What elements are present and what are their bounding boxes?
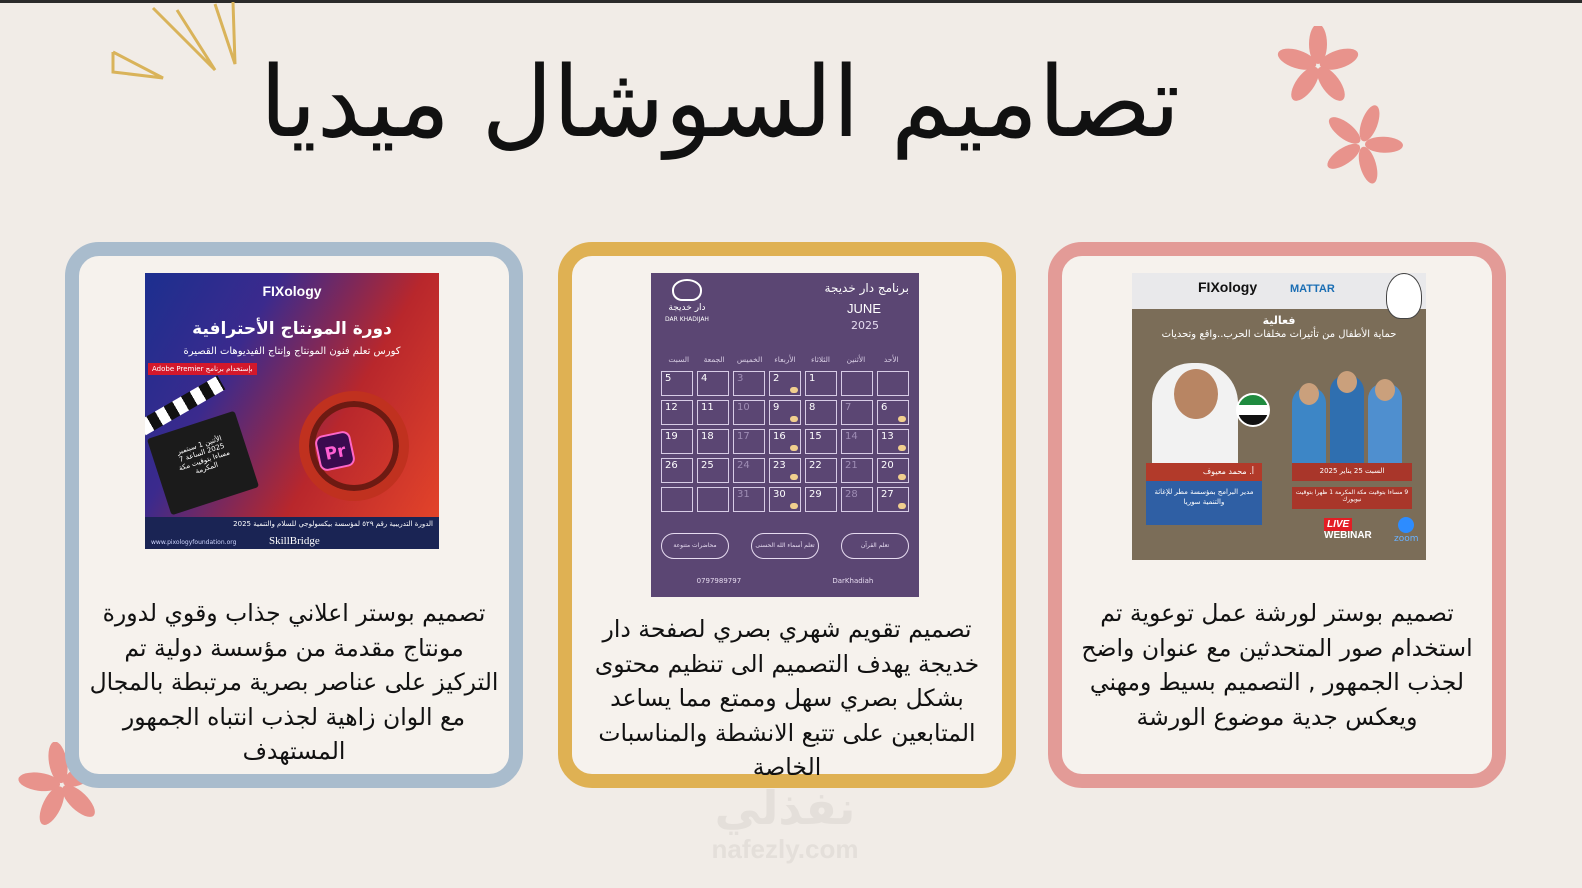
event-marker-icon <box>898 503 906 509</box>
zoom-icon <box>1394 517 1419 544</box>
poster-footer-brand: SkillBridge <box>269 535 320 547</box>
portfolio-card-montage[interactable] <box>65 242 523 788</box>
speaker-role: مدير البرامج بمؤسسة مطر للإغاثة والتنمية سوريا <box>1146 481 1262 525</box>
calendar-day-cell: 25 <box>697 458 729 483</box>
calendar-day-cell: 29 <box>805 487 837 512</box>
page-title: تصاميم السوشال ميديا <box>259 46 1181 160</box>
weekday: الأحد <box>883 355 899 364</box>
live-webinar-badge <box>1324 519 1372 541</box>
live-label: LIVE <box>1324 518 1352 531</box>
poster-footer <box>145 517 439 549</box>
weekday: الأربعاء <box>774 355 796 364</box>
calendar-day-cell: 23 <box>769 458 801 483</box>
poster-subheading: حماية الأطفال من تأثيرات مخلفات الحرب..واقع وتحديات <box>1161 329 1397 340</box>
legend-pill: محاضرات متنوعة <box>661 533 729 559</box>
portfolio-card-workshop[interactable] <box>1048 242 1506 788</box>
calendar-day-cell: 24 <box>733 458 765 483</box>
event-marker-icon <box>790 445 798 451</box>
calendar-day-cell: 30 <box>769 487 801 512</box>
event-marker-icon <box>898 474 906 480</box>
poster-footer-url: www.pixologyfoundation.org <box>151 539 237 546</box>
poster-logo: FIXology <box>1198 279 1258 295</box>
event-marker-icon <box>790 416 798 422</box>
calendar-legend <box>661 533 909 559</box>
phone-number: 0797989797 <box>696 577 742 585</box>
social-handle: DarKhadiah <box>832 577 874 585</box>
weekday: الخميس <box>736 355 763 364</box>
calendar-day-cell: 5 <box>661 371 693 396</box>
clapboard-text: الأثنين 1 سبتمبر 2025 الساعة 7 مساءا بتوقيت مكة المكرمة <box>175 434 231 476</box>
speaker-photo <box>1152 363 1238 463</box>
calendar-footer <box>651 577 919 585</box>
event-marker-icon <box>898 416 906 422</box>
lotus-icon <box>672 279 702 301</box>
card-description: تصميم بوستر اعلاني جذاب وقوي لدورة مونتاج مقدمة من مؤسسة دولية تم التركيز على عناصر بصرية مرتبطة بالمجال مع الوان زاهية لجذب انتباه الجمهور المستهدف <box>89 599 499 765</box>
event-marker-icon <box>790 474 798 480</box>
calendar-day-cell <box>697 487 729 512</box>
weekday: الجمعة <box>703 355 725 364</box>
calendar-program: برنامج دار خديجة <box>824 281 909 295</box>
calendar-day-cell: 19 <box>661 429 693 454</box>
pink-flower-icon <box>1272 26 1364 106</box>
poster-subheading: كورس تعلم فنون المونتاج وإنتاج الفيديوهات القصيرة <box>183 346 401 357</box>
calendar-day-cell: 13 <box>877 429 909 454</box>
calendar-day-cell: 26 <box>661 458 693 483</box>
calendar-day-cell: 4 <box>697 371 729 396</box>
calendar-day-cell: 12 <box>661 400 693 425</box>
workshop-poster[interactable] <box>1132 273 1426 560</box>
calendar-day-cell <box>661 487 693 512</box>
calendar-day-cell: 11 <box>697 400 729 425</box>
weekday: الثلاثاء <box>810 355 830 364</box>
calendar-day-cell: 22 <box>805 458 837 483</box>
calendar-day-cell: 16 <box>769 429 801 454</box>
card-description: تصميم بوستر لورشة عمل توعوية تم استخدام صور المتحدثين مع عنوان واضح لجذب الجمهور , التصميم بسيط ومهني ويعكس جدية موضوع الورشة <box>1081 599 1473 731</box>
poster-header-bar <box>1132 273 1426 309</box>
calendar-day-cell: 17 <box>733 429 765 454</box>
calendar-day-cell: 18 <box>697 429 729 454</box>
watermark-latin: nafezly.com <box>711 834 859 864</box>
calendar-day-cell: 6 <box>877 400 909 425</box>
webinar-label: WEBINAR <box>1324 530 1372 541</box>
event-marker-icon <box>790 503 798 509</box>
calendar-day-cell: 21 <box>841 458 873 483</box>
calendar-day-cell: 1 <box>805 371 837 396</box>
calendar-day-cell <box>841 371 873 396</box>
event-marker-icon <box>790 387 798 393</box>
montage-course-poster[interactable] <box>145 273 439 549</box>
poster-heading: فعالية <box>1262 314 1296 327</box>
calendar-day-cell: 27 <box>877 487 909 512</box>
speaker-name: أ. محمد معيوف <box>1146 463 1262 481</box>
portfolio-card-calendar[interactable] <box>558 242 1016 788</box>
children-photo <box>1292 365 1404 465</box>
calendar-day-cell: 8 <box>805 400 837 425</box>
calendar-grid <box>661 371 909 512</box>
calendar-day-cell: 15 <box>805 429 837 454</box>
calendar-year: 2025 <box>851 319 879 332</box>
partner-logo: MATTAR <box>1290 283 1335 295</box>
zoom-label: zoom <box>1394 534 1419 544</box>
calendar-poster[interactable] <box>651 273 919 597</box>
calendar-weekdays <box>661 355 909 364</box>
calendar-day-cell: 28 <box>841 487 873 512</box>
calendar-day-cell: 10 <box>733 400 765 425</box>
pink-flower-icon <box>1316 104 1408 184</box>
legend-pill: تعلم أسماء الله الحسنى <box>751 533 819 559</box>
watermark-arabic: نفذلي <box>714 781 856 835</box>
calendar-day-cell: 31 <box>733 487 765 512</box>
calendar-day-cell: 20 <box>877 458 909 483</box>
calendar-day-cell: 2 <box>769 371 801 396</box>
watermark <box>685 782 885 864</box>
legend-pill: تعلم القرآن <box>841 533 909 559</box>
premiere-pro-icon: Pr <box>314 430 357 473</box>
clapboard-icon <box>147 411 259 516</box>
poster-footer-line: الدورة التدريبية رقم ٥٢٩ لمؤسسة بيكسولوجي للسلام والتنمية 2025 <box>233 520 433 528</box>
calendar-month: JUNE <box>847 301 881 316</box>
brand-english: DAR KHADIJAH <box>665 316 709 323</box>
poster-heading: دورة المونتاج الأحترافية <box>192 319 392 339</box>
calendar-day-cell: 3 <box>733 371 765 396</box>
brand-arabic: دار خديجة <box>668 303 706 313</box>
burst-lines-icon <box>105 0 245 100</box>
card-description: تصميم تقويم شهري بصري لصفحة دار خديجة يهدف التصميم الى تنظيم محتوى بشكل بصري سهل وممتع مما يساعد المتابعين على تتبع الانشطة والمناسبات الخاصة <box>594 615 980 781</box>
poster-logo: FIXology <box>262 283 322 299</box>
event-time: 9 مساءا بتوقيت مكة المكرمة 1 ظهرا بتوقيت نيويورك <box>1292 487 1412 509</box>
poster-tag: بإستخدام برنامج Adobe Premier <box>148 363 257 375</box>
calendar-day-cell: 9 <box>769 400 801 425</box>
calendar-day-cell: 14 <box>841 429 873 454</box>
event-date: السبت 25 يناير 2025 <box>1292 463 1412 481</box>
calendar-day-cell: 7 <box>841 400 873 425</box>
peace-dove-icon <box>1386 273 1422 319</box>
syria-flag-icon <box>1236 393 1270 427</box>
event-marker-icon <box>898 445 906 451</box>
weekday: السبت <box>668 355 690 364</box>
weekday: الأثنين <box>846 355 866 364</box>
calendar-day-cell <box>877 371 909 396</box>
dar-khadijah-logo <box>661 279 713 325</box>
